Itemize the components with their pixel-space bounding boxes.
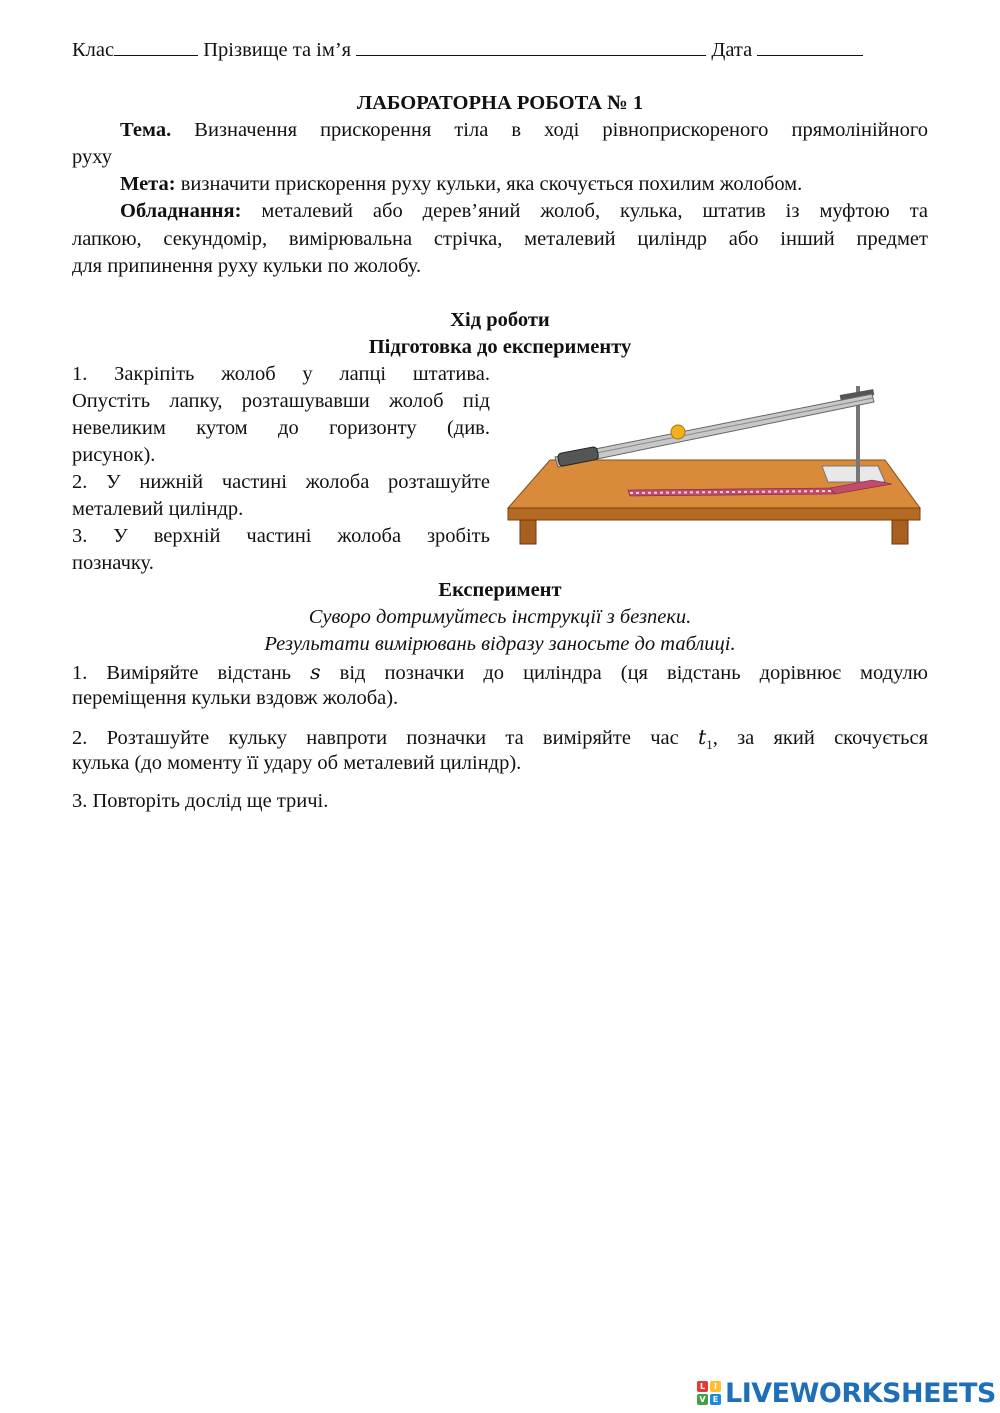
equipment-label: Обладнання: bbox=[120, 200, 242, 222]
prep-line: 3. У верхній частині жолоба зробіть bbox=[72, 525, 490, 547]
date-field[interactable] bbox=[757, 37, 863, 56]
step-2-line-2: кулька (до моменту її удару об металевий циліндр). bbox=[72, 752, 522, 774]
step-1-text-b: від позначки до циліндра (ця відстань дорівнює модулю bbox=[339, 662, 928, 684]
date-label: Дата bbox=[711, 39, 753, 61]
prep-line: 1. Закріпіть жолоб у лапці штатива. bbox=[72, 363, 490, 385]
experiment-title: Експеримент bbox=[438, 579, 562, 601]
procedure-title: Хід роботи bbox=[450, 309, 550, 331]
ball bbox=[671, 425, 685, 439]
step-2-text-b: , за який скочується bbox=[712, 727, 929, 749]
prep-line: Опустіть лапку, розташувавши жолоб під bbox=[72, 390, 490, 412]
topic-label: Тема. bbox=[120, 119, 172, 141]
step-2-text-a: 2. Розташуйте кульку навпроти позначки та виміряйте час bbox=[72, 727, 679, 749]
equipment-line-3: для припинення руху кульки по жолобу. bbox=[72, 255, 422, 277]
prep-line: невеликим кутом до горизонту (див. bbox=[72, 417, 490, 439]
time-var-group bbox=[697, 725, 929, 753]
equipment-line-2: лапкою, секундомір, вимірювальна стрічка, металевий циліндр або інший предмет bbox=[72, 228, 928, 250]
time-var: t bbox=[697, 725, 707, 749]
step-1-line-1 bbox=[72, 660, 928, 685]
safety-note: Суворо дотримуйтесь інструкції з безпеки. bbox=[308, 606, 692, 628]
page-title: ЛАБОРАТОРНА РОБОТА № 1 bbox=[356, 92, 644, 114]
goal-label: Мета: bbox=[120, 173, 176, 195]
distance-var: s bbox=[310, 660, 321, 684]
prep-line: 2. У нижній частині жолоба розташуйте bbox=[72, 471, 490, 493]
step-1-text-a: 1. Виміряйте відстань bbox=[72, 662, 292, 684]
preparation-title: Підготовка до експерименту bbox=[368, 336, 632, 358]
preparation-steps bbox=[72, 363, 490, 579]
prep-line: рисунок). bbox=[72, 444, 156, 466]
class-field[interactable] bbox=[114, 37, 198, 56]
liveworksheets-logo bbox=[697, 1378, 996, 1408]
table-edge bbox=[508, 508, 920, 520]
equipment-line-1 bbox=[72, 200, 928, 223]
goal-text: визначити прискорення руху кульки, яка скочується похилим жолобом. bbox=[180, 173, 803, 195]
logo-text: LIVEWORKSHEETS bbox=[725, 1377, 996, 1409]
surname-field[interactable] bbox=[356, 37, 706, 56]
step-2-line-1 bbox=[72, 725, 928, 753]
student-info-line bbox=[72, 37, 928, 62]
prep-line: позначку. bbox=[72, 552, 154, 574]
surname-label: Прізвище та ім’я bbox=[203, 39, 352, 61]
table-leg bbox=[520, 520, 536, 544]
topic-text: Визначення прискорення тіла в ході рівноприскореного прямолінійного bbox=[194, 119, 929, 141]
apparatus-illustration bbox=[500, 372, 930, 552]
stand-base bbox=[822, 466, 885, 482]
equipment-text-1: металевий або дерев’яний жолоб, кулька, штатив із муфтою та bbox=[261, 200, 928, 222]
topic-line-1 bbox=[72, 119, 928, 142]
chute bbox=[555, 394, 874, 467]
logo-cubes-icon: L I V E bbox=[697, 1381, 721, 1405]
step-1-line-2: переміщення кульки вздовж жолоба). bbox=[72, 687, 399, 709]
chute-groove bbox=[556, 398, 873, 461]
time-var-sub: 1 bbox=[706, 737, 713, 753]
topic-line-2: руху bbox=[72, 146, 112, 168]
prep-line: металевий циліндр. bbox=[72, 498, 244, 520]
step-3: 3. Повторіть дослід ще тричі. bbox=[72, 790, 329, 812]
class-label: Клас bbox=[72, 39, 115, 61]
results-note: Результати вимірювань відразу заносьте до таблиці. bbox=[264, 633, 736, 655]
goal-line bbox=[72, 173, 928, 196]
table-leg bbox=[892, 520, 908, 544]
